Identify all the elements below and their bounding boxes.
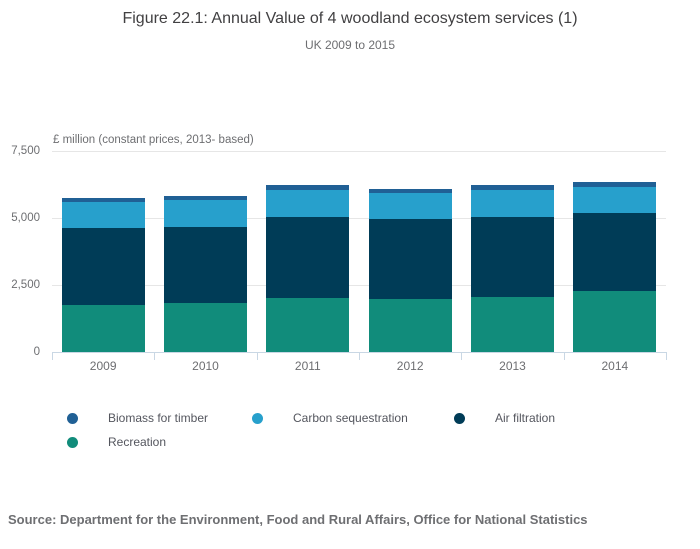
legend-dot-icon <box>67 413 78 424</box>
bar-segment-2011-recreation[interactable] <box>266 298 349 352</box>
bar-segment-2009-recreation[interactable] <box>62 305 145 352</box>
bar-2010[interactable] <box>164 196 247 352</box>
bar-segment-2014-recreation[interactable] <box>573 291 656 352</box>
y-axis-tick-label: 7,500 <box>11 145 40 157</box>
bar-segment-2014-carbon-sequestration[interactable] <box>573 187 656 213</box>
bar-2013[interactable] <box>471 185 554 353</box>
source-text: Source: Department for the Environment, Food and Rural Affairs, Office for National Statistics <box>8 512 588 527</box>
bar-segment-2013-recreation[interactable] <box>471 297 554 352</box>
x-axis-tick-mark <box>52 352 53 360</box>
x-axis-tick-label-2010: 2010 <box>192 359 219 373</box>
legend-item-air-filtration[interactable] <box>454 411 555 425</box>
chart-subtitle: UK 2009 to 2015 <box>304 38 396 52</box>
bar-2014[interactable] <box>573 182 656 352</box>
legend-dot-icon <box>252 413 263 424</box>
bar-segment-2013-air-filtration[interactable] <box>471 217 554 297</box>
x-axis-tick-mark <box>359 352 360 360</box>
x-axis-tick-label-2011: 2011 <box>294 359 321 373</box>
bar-segment-2009-air-filtration[interactable] <box>62 228 145 305</box>
legend-item-biomass-for-timber[interactable] <box>67 411 208 425</box>
bar-segment-2011-air-filtration[interactable] <box>266 217 349 298</box>
x-axis-tick-label-2009: 2009 <box>89 359 117 373</box>
bar-2011[interactable] <box>266 185 349 352</box>
bar-segment-2012-recreation[interactable] <box>369 299 452 352</box>
legend-label: Carbon sequestration <box>293 411 408 425</box>
x-axis-tick-label-2014: 2014 <box>601 359 629 373</box>
legend-dot-icon <box>454 413 465 424</box>
legend-label: Biomass for timber <box>108 411 209 425</box>
bar-segment-2010-carbon-sequestration[interactable] <box>164 200 247 227</box>
bar-segment-2012-air-filtration[interactable] <box>369 219 452 299</box>
legend-item-carbon-sequestration[interactable] <box>252 411 408 425</box>
gridline <box>52 151 666 152</box>
legend-label: Recreation <box>108 435 167 449</box>
y-axis-title: £ million (constant prices, 2013- based) <box>53 134 254 146</box>
y-axis-tick-label: 5,000 <box>11 212 40 224</box>
bar-2012[interactable] <box>369 189 452 352</box>
bar-segment-2011-carbon-sequestration[interactable] <box>266 190 349 217</box>
x-axis-tick-mark <box>666 352 667 360</box>
y-axis-tick-label: 2,500 <box>11 279 40 291</box>
x-axis-tick-label-2012: 2012 <box>396 359 424 373</box>
legend-item-recreation[interactable] <box>67 435 166 449</box>
x-axis-tick-mark <box>564 352 565 360</box>
bar-segment-2010-air-filtration[interactable] <box>164 227 247 304</box>
x-axis-tick-mark <box>461 352 462 360</box>
x-axis-tick-mark <box>154 352 155 360</box>
y-axis-tick-label: 0 <box>33 346 40 358</box>
bar-segment-2013-carbon-sequestration[interactable] <box>471 190 554 217</box>
bar-segment-2014-air-filtration[interactable] <box>573 213 656 291</box>
bar-segment-2010-recreation[interactable] <box>164 303 247 352</box>
chart-title: Figure 22.1: Annual Value of 4 woodland ecosystem services (1) <box>122 10 578 27</box>
legend-label: Air filtration <box>495 411 556 425</box>
bar-segment-2009-carbon-sequestration[interactable] <box>62 202 145 228</box>
legend-dot-icon <box>67 437 78 448</box>
x-axis-tick-mark <box>257 352 258 360</box>
bar-segment-2012-carbon-sequestration[interactable] <box>369 193 452 220</box>
bar-2009[interactable] <box>62 198 145 352</box>
x-axis-tick-label-2013: 2013 <box>499 359 526 373</box>
